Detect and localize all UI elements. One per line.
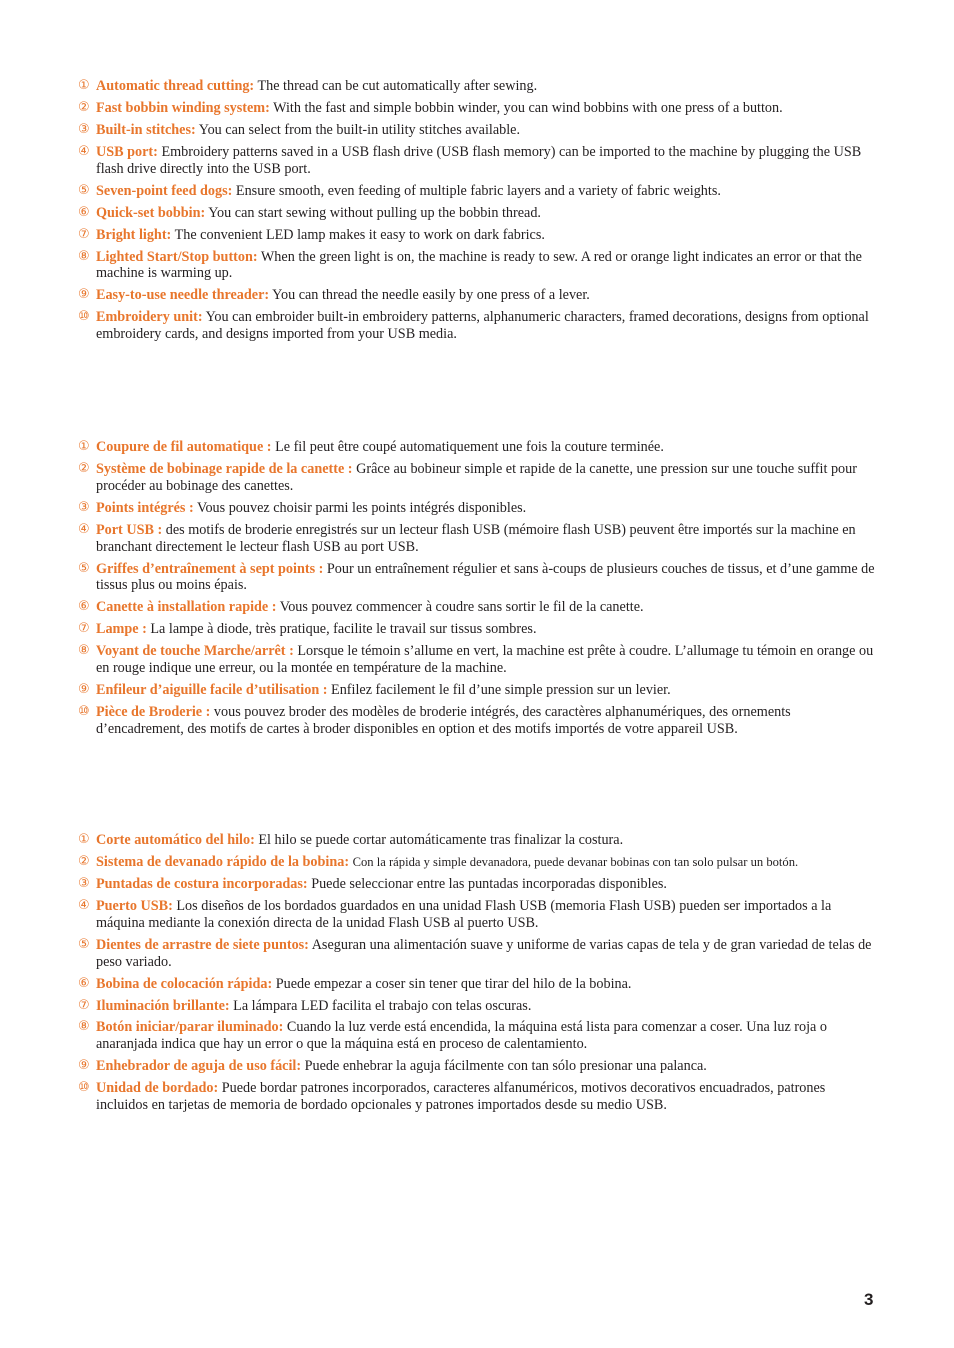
list-item: [78, 832, 878, 849]
feature-description: Lorsque le témoin s’allume en vert, la machine est prête à coudre. L’allumage tu témoin en orange ou en rouge indique une erreur, ou la montée en température de la machine.: [96, 643, 874, 677]
item-number: ①: [78, 78, 90, 93]
features-list-english: [78, 78, 878, 348]
feature-description: The thread can be cut automatically after sewing.: [257, 78, 538, 94]
list-item: [78, 898, 878, 932]
feature-label: Quick-set bobbin:: [96, 204, 206, 221]
item-number: ⑥: [78, 204, 90, 220]
list-item: [78, 522, 878, 556]
feature-description: El hilo se puede cortar automáticamente tras finalizar la costura.: [258, 832, 624, 848]
item-number: ②: [78, 99, 90, 115]
list-item: [78, 561, 878, 595]
feature-label: Lampe :: [96, 621, 147, 638]
item-number: ⑨: [78, 1058, 90, 1074]
feature-description: Aseguran una alimentación suave y uniforme de varias capas de tela y de gran variedad de telas de peso variado.: [96, 936, 872, 970]
list-item: [78, 599, 878, 616]
features-list-spanish: [78, 832, 878, 1119]
feature-description: You can embroider built-in embroidery patterns, alphanumeric characters, framed decorations, designs from optional embroidery cards, and designs imported from your USB media.: [96, 309, 869, 343]
item-number: ⑧: [78, 1019, 90, 1035]
item-number: ⑨: [78, 682, 90, 698]
feature-description: Enfilez facilement le fil d’une simple pression sur un levier.: [331, 682, 671, 699]
page-number: 3: [864, 1290, 874, 1309]
item-number: ⑤: [78, 936, 90, 952]
feature-description: Puede empezar a coser sin tener que tirar del hilo de la bobina.: [275, 975, 632, 992]
feature-label: Unidad de bordado:: [96, 1080, 219, 1097]
item-number: ③: [78, 499, 90, 515]
item-number: ④: [78, 897, 90, 913]
feature-description: Embroidery patterns saved in a USB flash drive (USB flash memory) can be imported to the machine by plugging the USB flash drive directly into the USB port.: [96, 143, 862, 177]
feature-description: Pour un entraînement régulier et sans à-coups de plusieurs couches de tissus, et d’une gamme de tissus plus ou moins épais.: [96, 560, 875, 594]
feature-label: Griffes d’entraînement à sept points :: [96, 560, 324, 577]
item-number: ④: [78, 521, 90, 537]
list-item: [78, 100, 878, 117]
item-number: ③: [78, 121, 90, 137]
list-item: [78, 461, 878, 495]
feature-label: Enhebrador de aguja de uso fácil:: [96, 1058, 302, 1075]
list-item: [78, 122, 878, 139]
feature-description: When the green light is on, the machine is ready to sew. A red or orange light indicates an error or that the machine is warming up.: [96, 248, 862, 282]
feature-description: Vous pouvez choisir parmi les points intégrés disponibles.: [197, 499, 527, 516]
item-number: ⑩: [78, 704, 90, 720]
item-number: ①: [78, 439, 90, 454]
item-number: ⑧: [78, 248, 90, 264]
item-number: ⑥: [78, 975, 90, 991]
feature-label: Sistema de devanado rápido de la bobina:: [96, 853, 350, 870]
feature-description: Vous pouvez commencer à coudre sans sortir le fil de la canette.: [279, 599, 644, 616]
list-item: [78, 287, 878, 304]
feature-description: Grâce au bobineur simple et rapide de la canette, une pression sur une touche suffit pour procéder au bobinage des canettes.: [96, 460, 857, 494]
feature-description: You can select from the built-in utility stitches available.: [198, 121, 521, 138]
item-number: ⑧: [78, 643, 90, 659]
list-item: [78, 976, 878, 993]
feature-label: Seven-point feed dogs:: [96, 182, 233, 199]
item-number: ⑦: [78, 226, 90, 242]
list-item: [78, 78, 878, 95]
feature-label: Fast bobbin winding system:: [96, 99, 270, 116]
feature-description: La lámpara LED facilita el trabajo con telas oscuras.: [233, 997, 532, 1014]
item-number: ④: [78, 143, 90, 159]
feature-label: Botón iniciar/parar iluminado:: [96, 1019, 284, 1036]
item-number: ⑥: [78, 599, 90, 615]
item-number: ②: [78, 853, 90, 869]
feature-description: Le fil peut être coupé automatiquement une fois la couture terminée.: [275, 439, 664, 455]
list-item: [78, 1080, 878, 1114]
feature-label: Voyant de touche Marche/arrêt :: [96, 643, 294, 660]
item-number: ⑦: [78, 997, 90, 1013]
feature-label: Bright light:: [96, 226, 172, 243]
feature-label: Points intégrés :: [96, 499, 194, 516]
feature-description: des motifs de broderie enregistrés sur un lecteur flash USB (mémoire flash USB) peuvent être importés sur la machine en branchant directement le lecteur flash USB au port USB.: [96, 521, 856, 555]
feature-description: Los diseños de los bordados guardados en una unidad Flash USB (memoria Flash USB) pueden ser importados a la máquina mediante la conexión directa de la unidad Flash USB al puerto USB.: [96, 897, 832, 931]
feature-label: Corte automático del hilo:: [96, 832, 255, 848]
list-item: [78, 998, 878, 1015]
list-item: [78, 227, 878, 244]
feature-label: Lighted Start/Stop button:: [96, 248, 258, 265]
feature-label: Dientes de arrastre de siete puntos:: [96, 936, 309, 953]
item-number: ③: [78, 875, 90, 891]
feature-label: Pièce de Broderie :: [96, 704, 211, 721]
list-item: [78, 1019, 878, 1053]
list-item: [78, 144, 878, 178]
feature-description: vous pouvez broder des modèles de broderie intégrés, des caractères alphanumériques, des ornements d’encadrement, des motifs de cartes à broder disponibles en option et des motifs importés de votre appareil USB.: [96, 704, 791, 737]
feature-label: Embroidery unit:: [96, 309, 203, 326]
list-item: [78, 704, 878, 738]
feature-description: You can thread the needle easily by one press of a lever.: [272, 287, 590, 304]
feature-label: Système de bobinage rapide de la canette :: [96, 460, 353, 477]
item-number: ⑩: [78, 309, 90, 325]
feature-description: Puede bordar patrones incorporados, caracteres alfanuméricos, motivos decorativos encuadrados, patrones incluidos en tarjetas de memoria de bordado opcionales y patrones importados desde su medio USB.: [96, 1080, 826, 1114]
list-item: [78, 854, 878, 871]
feature-label: USB port:: [96, 143, 158, 160]
item-number: ②: [78, 460, 90, 476]
list-item: [78, 621, 878, 638]
feature-label: Canette à installation rapide :: [96, 599, 277, 616]
item-number: ⑩: [78, 1080, 90, 1096]
list-item: [78, 439, 878, 456]
feature-description: Puede enhebrar la aguja fácilmente con tan sólo presionar una palanca.: [304, 1058, 707, 1075]
list-item: [78, 876, 878, 893]
list-item: [78, 249, 878, 283]
feature-label: Bobina de colocación rápida:: [96, 975, 273, 992]
feature-label: Port USB :: [96, 521, 163, 538]
feature-description: The convenient LED lamp makes it easy to work on dark fabrics.: [174, 226, 545, 243]
feature-label: Enfileur d’aiguille facile d’utilisation :: [96, 682, 328, 699]
feature-label: Coupure de fil automatique :: [96, 439, 272, 455]
feature-description: You can start sewing without pulling up the bobbin thread.: [208, 204, 541, 221]
feature-label: Puerto USB:: [96, 897, 173, 914]
item-number: ①: [78, 832, 90, 847]
feature-description: Cuando la luz verde está encendida, la máquina está lista para comenzar a coser. Una luz roja o anaranjada indica que hay un error o que la máquina está en proceso de calentamiento.: [96, 1019, 827, 1053]
feature-label: Built-in stitches:: [96, 121, 196, 138]
feature-label: Puntadas de costura incorporadas:: [96, 875, 308, 892]
list-item: [78, 937, 878, 971]
features-list-french: [78, 439, 878, 743]
list-item: [78, 183, 878, 200]
feature-label: Easy-to-use needle threader:: [96, 287, 270, 304]
feature-description: With the fast and simple bobbin winder, you can wind bobbins with one press of a button.: [273, 99, 783, 116]
item-number: ⑨: [78, 287, 90, 303]
feature-label: Iluminación brillante:: [96, 997, 230, 1014]
feature-label: Automatic thread cutting:: [96, 78, 255, 94]
feature-description: Con la rápida y simple devanadora, puede devanar bobinas con tan solo pulsar un botón.: [352, 854, 799, 869]
feature-description: La lampe à diode, très pratique, facilite le travail sur tissus sombres.: [150, 621, 537, 638]
list-item: [78, 682, 878, 699]
list-item: [78, 500, 878, 517]
feature-description: Puede seleccionar entre las puntadas incorporadas disponibles.: [311, 875, 667, 892]
feature-description: Ensure smooth, even feeding of multiple fabric layers and a variety of fabric weights.: [235, 182, 721, 199]
list-item: [78, 643, 878, 677]
item-number: ⑦: [78, 621, 90, 637]
item-number: ⑤: [78, 182, 90, 198]
item-number: ⑤: [78, 560, 90, 576]
list-item: [78, 1058, 878, 1075]
list-item: [78, 205, 878, 222]
list-item: [78, 309, 878, 343]
